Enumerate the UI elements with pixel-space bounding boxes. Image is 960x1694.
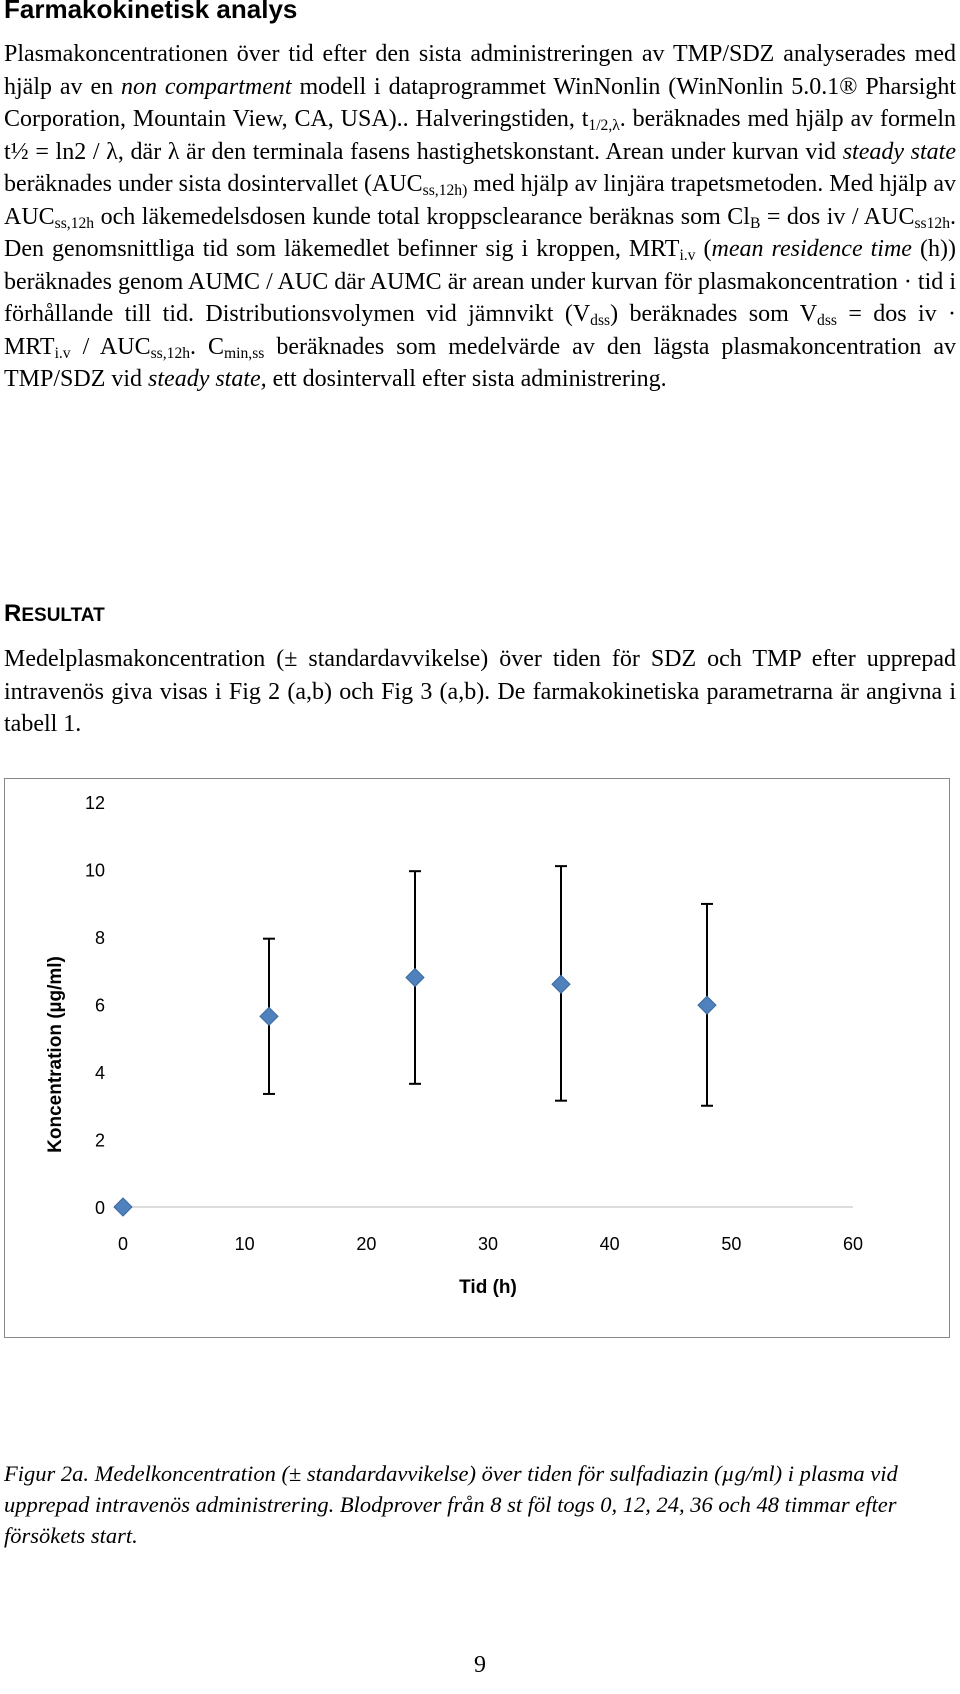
x-tick-label: 0 [117, 1234, 129, 1254]
y-tick-label: 4 [94, 1063, 105, 1083]
x-tick-label: 30 [477, 1234, 499, 1254]
data-point [260, 1007, 278, 1025]
x-tick-label: 60 [842, 1234, 864, 1254]
x-axis-label: Tid (h) [459, 1277, 517, 1298]
y-tick-label: 8 [94, 928, 105, 948]
y-tick-label: 0 [94, 1198, 105, 1218]
y-tick-label: 10 [84, 860, 105, 881]
page-number: 9 [474, 1652, 486, 1678]
results-paragraph: Medelplasmakoncentration (± standardavvikelse) över tiden för SDZ och TMP efter upprepad intravenös giva visas i Fig 2 (a,b) och Fig 3 (a,b). De farmakokinetiska parametrarna är angivna i tabell 1. [4, 646, 956, 737]
x-tick-label: 20 [356, 1234, 377, 1254]
chart-frame [4, 778, 950, 1338]
data-point [552, 975, 570, 993]
y-tick-label: 2 [94, 1130, 105, 1151]
y-axis-label: Koncentration (µg/ml) [45, 956, 66, 1153]
section-title: Farmakokinetisk analys [4, 0, 298, 24]
data-point [114, 1198, 132, 1216]
results-heading: RESULTAT [4, 600, 105, 627]
x-tick-label: 50 [721, 1234, 742, 1254]
data-point [698, 996, 716, 1014]
figure-caption: Figur 2a. Medelkoncentration (± standardavvikelse) över tiden för sulfadiazin (µg/ml) i plasma vid upprepad intravenös administrering. Blodprover från 8 st föl togs 0, 12, 24, 36 och 48 timmar efter försökets start. [4, 1461, 898, 1548]
x-tick-label: 10 [234, 1234, 255, 1254]
concentration-chart [5, 779, 948, 1336]
y-tick-label: 6 [94, 995, 105, 1016]
data-point [406, 969, 424, 987]
x-tick-label: 40 [599, 1234, 620, 1254]
y-tick-label: 12 [84, 793, 105, 813]
methods-paragraph: Plasmakoncentrationen över tid efter den sista administreringen av TMP/SDZ analyserades med hjälp av en non compartment modell i dataprogrammet WinNonlin (WinNonlin 5.0.1® Pharsight Corporation, Mountain View, CA, USA).. Halveringstiden, $t_{1/2,\lambda}$. beräknades med hjälp av formeln t½ = ln2 / λ, där λ är den terminala fasens hastighetskonstant. Arean under kurvan vid steady state beräknades under sista dosintervallet ($AUC_{ss,12h)}$ med hjälp av linjära trapetsmetoden. Med hjälp av $AUC_{ss,12h}$ och läkemedelsdosen kunde total kroppsclearance beräknas som $Cl_B$ = dos iv / $AUC_{ss12h}$. Den genomsnittliga tid som läkemedlet befinner sig i kroppen, $MRT_{i.v}$ (mean residence time (h)) beräknades genom AUMC / AUC där AUMC är arean under kurvan för plasmakoncentration · tid i förhållande till tid. Distributionsvolymen vid jämnvikt $(V_{dss})$ beräknades som $V_{dss}$ = dos iv · $MRT_{i.v} / AUC_{ss,12h}$. $C_{min,ss}$ beräknades som medelvärde av den lägsta plasmakoncentration av TMP/SDZ vid steady state, ett dosintervall efter sista administrering. [4, 41, 957, 392]
